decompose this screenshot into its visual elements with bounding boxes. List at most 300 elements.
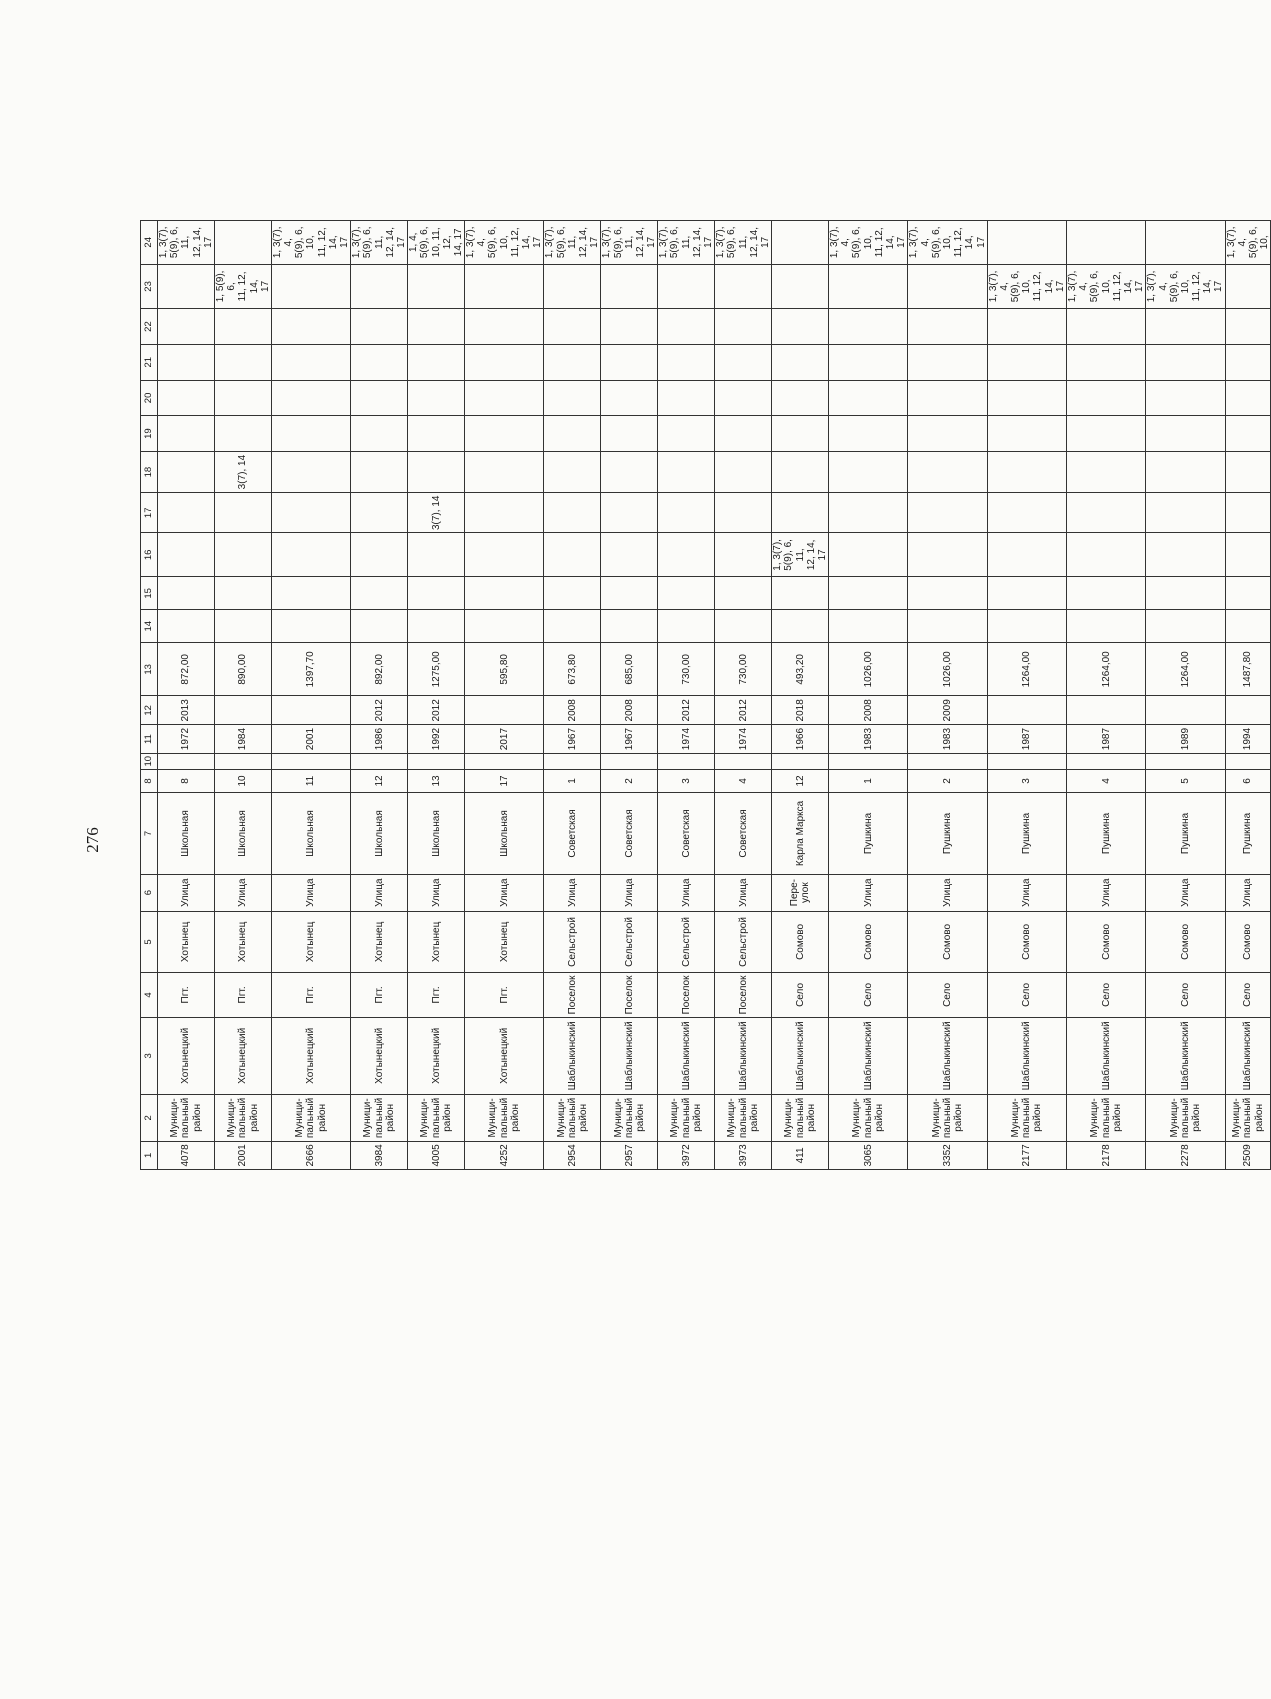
header-cell: 12 (141, 696, 158, 725)
table-cell (829, 610, 908, 643)
header-cell: 2 (141, 1095, 158, 1142)
table-cell: Пушкина (829, 793, 908, 874)
table-cell (271, 380, 350, 416)
table-cell: 1275,00 (408, 643, 465, 696)
table-cell (715, 753, 772, 769)
table-cell: Поселок (544, 973, 601, 1017)
table-cell: Муници- пальный район (158, 1095, 215, 1142)
table-cell: 1, 3(7), 5(9), 6, 11, 12, 14, 17 (772, 533, 829, 577)
table-cell (544, 264, 601, 309)
table-cell: 11 (271, 769, 350, 793)
table-cell: 1, 3(7), 4, 5(9), 6, 10, 11, 12, 14, 17 (465, 221, 544, 265)
table-cell: Хотынец (408, 911, 465, 973)
table-cell (1225, 451, 1271, 492)
table-cell (408, 451, 465, 492)
table-cell: Улица (465, 874, 544, 911)
table-cell: 730,00 (658, 643, 715, 696)
table-cell (908, 264, 987, 309)
table-cell (544, 416, 601, 452)
table-cell (214, 380, 271, 416)
header-cell: 24 (141, 221, 158, 265)
table-cell: Хотынец (214, 911, 271, 973)
table-cell: 890,00 (214, 643, 271, 696)
table-cell: 5 (1146, 769, 1225, 793)
table-cell (908, 610, 987, 643)
table-cell: 1487,80 (1225, 643, 1271, 696)
header-cell: 14 (141, 610, 158, 643)
table-cell (1146, 533, 1225, 577)
table-cell: 1992 (408, 725, 465, 754)
table-cell (408, 533, 465, 577)
table-cell: 1, 3(7), 5(9), 6, 11, 12, 14, 17 (601, 221, 658, 265)
table-cell (658, 577, 715, 610)
table-cell: Улица (1067, 874, 1146, 911)
table-cell: 1397,70 (271, 643, 350, 696)
table-cell: Шаблыкинский (1225, 1017, 1271, 1094)
table-cell (351, 380, 408, 416)
table-cell (544, 309, 601, 345)
header-cell: 10 (141, 753, 158, 769)
table-cell (987, 577, 1066, 610)
table-cell (214, 493, 271, 533)
table-cell: Улица (544, 874, 601, 911)
table-cell: 3 (987, 769, 1066, 793)
table-row (658, 221, 715, 1170)
table-cell: 1966 (772, 725, 829, 754)
table-cell: 3973 (715, 1141, 772, 1169)
table-cell (1146, 577, 1225, 610)
header-cell: 3 (141, 1017, 158, 1094)
header-cell: 5 (141, 911, 158, 973)
table-cell: Шаблыкинский (908, 1017, 987, 1094)
table-cell (1067, 221, 1146, 265)
table-cell: 1983 (908, 725, 987, 754)
header-cell: 7 (141, 793, 158, 874)
table-cell (658, 753, 715, 769)
table-cell (465, 696, 544, 725)
table-cell (987, 533, 1066, 577)
table-cell (544, 577, 601, 610)
table-cell (601, 264, 658, 309)
table-cell (1146, 221, 1225, 265)
table-cell: Улица (829, 874, 908, 911)
table-cell: Хотынецкий (408, 1017, 465, 1094)
table-cell (465, 493, 544, 533)
table-cell: Муници- пальный район (772, 1095, 829, 1142)
table-cell: 3(7), 14 (408, 493, 465, 533)
header-cell: 20 (141, 380, 158, 416)
header-cell: 15 (141, 577, 158, 610)
table-cell (351, 610, 408, 643)
table-row (271, 221, 350, 1170)
table-cell (1225, 610, 1271, 643)
table-cell (544, 344, 601, 380)
table-cell (271, 533, 350, 577)
table-cell (544, 380, 601, 416)
header-cell: 21 (141, 344, 158, 380)
table-cell: 2012 (715, 696, 772, 725)
table-cell (987, 221, 1066, 265)
table-cell (908, 493, 987, 533)
table-cell: Хотынецкий (271, 1017, 350, 1094)
header-cell: 18 (141, 451, 158, 492)
table-cell (987, 416, 1066, 452)
table-cell (408, 416, 465, 452)
table-cell (1225, 493, 1271, 533)
table-cell: 1264,00 (1067, 643, 1146, 696)
table-cell (1225, 309, 1271, 345)
table-cell (544, 533, 601, 577)
table-cell (214, 309, 271, 345)
table-cell (351, 309, 408, 345)
table-cell (351, 493, 408, 533)
table-cell: Улица (408, 874, 465, 911)
table-cell: Улица (987, 874, 1066, 911)
table-cell (465, 533, 544, 577)
table-cell (658, 380, 715, 416)
table-cell: 3(7), 14 (214, 451, 271, 492)
table-cell (987, 309, 1066, 345)
table-cell: 1, 3(7), 4, 5(9), 6, 10, 11, 12, 14, 17 (1067, 264, 1146, 309)
table-cell: 2 (601, 769, 658, 793)
table-row (465, 221, 544, 1170)
table-cell (715, 380, 772, 416)
table-cell (829, 309, 908, 345)
table-cell: 2954 (544, 1141, 601, 1169)
header-row (141, 221, 158, 1170)
table-row (829, 221, 908, 1170)
table-cell (829, 493, 908, 533)
table-cell: 1, 5(9), 6, 11, 12, 14, 17 (214, 264, 271, 309)
table-cell (829, 344, 908, 380)
table-cell (715, 309, 772, 345)
table-cell (214, 610, 271, 643)
table-cell: Шаблыкинский (715, 1017, 772, 1094)
table-cell: Пере- улок (772, 874, 829, 911)
table-cell (465, 309, 544, 345)
table-cell (658, 493, 715, 533)
table-cell: Пушкина (987, 793, 1066, 874)
table-cell: Поселок (601, 973, 658, 1017)
table-row (158, 221, 215, 1170)
table-cell (271, 696, 350, 725)
table-cell (658, 344, 715, 380)
header-cell: 8 (141, 769, 158, 793)
table-cell (1225, 264, 1271, 309)
table-row (1067, 221, 1146, 1170)
table-cell: Муници- пальный район (1067, 1095, 1146, 1142)
table-cell: 673,80 (544, 643, 601, 696)
table-cell: Сомово (1146, 911, 1225, 973)
table-cell (158, 533, 215, 577)
table-cell (658, 451, 715, 492)
table-cell: 1, 3(7), 5(9), 6, 11, 12, 14, 17 (544, 221, 601, 265)
table-cell: 1, 3(7), 4, 5(9), 6, 10, (1225, 221, 1271, 265)
table-cell: Шаблыкинский (658, 1017, 715, 1094)
table-cell (408, 610, 465, 643)
table-cell: Сельстрой (715, 911, 772, 973)
header-cell: 23 (141, 264, 158, 309)
table-cell (658, 533, 715, 577)
table-cell (1067, 344, 1146, 380)
table-cell: 2012 (351, 696, 408, 725)
table-cell (601, 451, 658, 492)
table-cell: Сельстрой (544, 911, 601, 973)
table-cell (715, 344, 772, 380)
table-cell: 1974 (715, 725, 772, 754)
table-row (601, 221, 658, 1170)
table-cell: 1264,00 (987, 643, 1066, 696)
table-cell (544, 610, 601, 643)
table-cell (715, 610, 772, 643)
table-cell (829, 380, 908, 416)
table-cell: 2278 (1146, 1141, 1225, 1169)
table-cell (772, 380, 829, 416)
table-cell (544, 753, 601, 769)
page-number-text: 276 (83, 827, 102, 853)
table-cell (772, 309, 829, 345)
table-cell (271, 577, 350, 610)
table-cell (715, 416, 772, 452)
table-cell (408, 309, 465, 345)
table-cell: 4005 (408, 1141, 465, 1169)
table-row (1225, 221, 1271, 1170)
table-cell: Шаблыкинский (987, 1017, 1066, 1094)
table-cell: Улица (158, 874, 215, 911)
table-cell: 2957 (601, 1141, 658, 1169)
table-cell (1067, 380, 1146, 416)
table-row (408, 221, 465, 1170)
table-cell: Пгт. (214, 973, 271, 1017)
table-cell: Советская (601, 793, 658, 874)
table-cell: Сельстрой (658, 911, 715, 973)
table-cell (158, 493, 215, 533)
table-cell (987, 753, 1066, 769)
table-cell: 730,00 (715, 643, 772, 696)
table-row (908, 221, 987, 1170)
table-cell (601, 533, 658, 577)
table-cell (829, 451, 908, 492)
table-cell: 1, 3(7), 5(9), 6, 11, 12, 14, 17 (158, 221, 215, 265)
table-cell: Муници- пальный район (1146, 1095, 1225, 1142)
table-cell (1146, 416, 1225, 452)
table-cell: 1967 (544, 725, 601, 754)
table-cell (1146, 344, 1225, 380)
table-cell: Пгт. (408, 973, 465, 1017)
table-cell (601, 416, 658, 452)
table-cell (1225, 533, 1271, 577)
header-cell: 1 (141, 1141, 158, 1169)
table-cell (408, 344, 465, 380)
table-cell: 892,00 (351, 643, 408, 696)
table-cell: Муници- пальный район (408, 1095, 465, 1142)
table-cell: Муници- пальный район (601, 1095, 658, 1142)
table-cell (214, 344, 271, 380)
table-cell (158, 344, 215, 380)
table-cell (158, 416, 215, 452)
table-cell: 1, 3(7), 4, 5(9), 6, 10, 11, 12, 14, 17 (908, 221, 987, 265)
table-cell (908, 577, 987, 610)
table-row (214, 221, 271, 1170)
table-cell: 1983 (829, 725, 908, 754)
table-cell: 2008 (544, 696, 601, 725)
table-cell (1146, 309, 1225, 345)
table-cell (601, 493, 658, 533)
table-cell (772, 493, 829, 533)
table-cell: 1967 (601, 725, 658, 754)
table-cell (601, 753, 658, 769)
table-cell (1146, 753, 1225, 769)
table-cell: Пгт. (271, 973, 350, 1017)
table-cell (772, 753, 829, 769)
table-row (715, 221, 772, 1170)
table-cell (829, 416, 908, 452)
table-cell (408, 577, 465, 610)
table-cell: Муници- пальный район (987, 1095, 1066, 1142)
table-cell (601, 610, 658, 643)
table-cell: Улица (715, 874, 772, 911)
table-cell (465, 753, 544, 769)
table-cell: Улица (658, 874, 715, 911)
table-cell: Карла Маркса (772, 793, 829, 874)
table-cell: Муници- пальный район (214, 1095, 271, 1142)
table-cell: Пушкина (1225, 793, 1271, 874)
table-cell (1225, 416, 1271, 452)
table-cell: 2178 (1067, 1141, 1146, 1169)
table-cell: 3984 (351, 1141, 408, 1169)
table-cell: 2001 (271, 725, 350, 754)
table-cell: Хотынец (465, 911, 544, 973)
table-cell: Шаблыкинский (772, 1017, 829, 1094)
table-cell: 1026,00 (829, 643, 908, 696)
header-cell: 22 (141, 309, 158, 345)
table-cell: Школьная (351, 793, 408, 874)
table-cell (772, 451, 829, 492)
table-cell (214, 533, 271, 577)
table-cell (271, 493, 350, 533)
table-cell: 2009 (908, 696, 987, 725)
table-cell: Муници- пальный район (1225, 1095, 1271, 1142)
table-cell (715, 451, 772, 492)
table-cell (715, 493, 772, 533)
table-cell (1067, 451, 1146, 492)
table-cell: Улица (1225, 874, 1271, 911)
table-cell: Шаблыкинский (544, 1017, 601, 1094)
table-cell: 2177 (987, 1141, 1066, 1169)
table-cell: 2018 (772, 696, 829, 725)
table-cell (987, 451, 1066, 492)
table-cell: Пгт. (351, 973, 408, 1017)
table-cell: 12 (772, 769, 829, 793)
table-cell: Советская (544, 793, 601, 874)
table-cell: Сомово (772, 911, 829, 973)
table-cell (908, 753, 987, 769)
table-cell (1146, 493, 1225, 533)
table-cell (908, 451, 987, 492)
table-cell: 1, 3(7), 4, 5(9), 6, 10, 11, 12, 14, 17 (1146, 264, 1225, 309)
table-cell: 1, 3(7), 4, 5(9), 6, 10, 11, 12, 14, 17 (829, 221, 908, 265)
table-cell (715, 533, 772, 577)
table-cell (214, 696, 271, 725)
table-cell (715, 264, 772, 309)
table-cell (351, 533, 408, 577)
table-cell: 17 (465, 769, 544, 793)
table-cell: 13 (408, 769, 465, 793)
table-cell (772, 577, 829, 610)
table-cell (908, 344, 987, 380)
table-cell: 1989 (1146, 725, 1225, 754)
table-cell: Сомово (908, 911, 987, 973)
table-cell (351, 753, 408, 769)
table-cell: Село (1067, 973, 1146, 1017)
table-row (544, 221, 601, 1170)
table-cell: 1264,00 (1146, 643, 1225, 696)
table-cell: 685,00 (601, 643, 658, 696)
table-cell: 872,00 (158, 643, 215, 696)
table-cell (158, 753, 215, 769)
table-cell (908, 309, 987, 345)
table-cell (658, 416, 715, 452)
table-cell: Улица (214, 874, 271, 911)
table-cell (158, 577, 215, 610)
table-cell (158, 451, 215, 492)
table-cell (271, 344, 350, 380)
table-cell: 10 (214, 769, 271, 793)
table-row (351, 221, 408, 1170)
table-cell (987, 696, 1066, 725)
table-cell: Улица (271, 874, 350, 911)
table-cell (158, 380, 215, 416)
table-cell: 2666 (271, 1141, 350, 1169)
table-cell: 1972 (158, 725, 215, 754)
table-cell (1067, 577, 1146, 610)
table-cell (1225, 753, 1271, 769)
table-cell (987, 380, 1066, 416)
table-cell (465, 610, 544, 643)
table-cell: 1, 3(7), 4, 5(9), 6, 10, 11, 12, 14, 17 (987, 264, 1066, 309)
table-cell: Шаблыкинский (601, 1017, 658, 1094)
table-cell: Школьная (214, 793, 271, 874)
table-cell: Муници- пальный район (271, 1095, 350, 1142)
table-container (140, 52, 1271, 1170)
table-cell (601, 309, 658, 345)
table-cell: 2017 (465, 725, 544, 754)
table-cell (465, 264, 544, 309)
table-cell (271, 309, 350, 345)
table-cell: 4078 (158, 1141, 215, 1169)
table-cell (829, 533, 908, 577)
table-cell: Хотынецкий (465, 1017, 544, 1094)
table-cell (829, 753, 908, 769)
table-cell (158, 309, 215, 345)
table-cell (601, 380, 658, 416)
table-cell (1225, 344, 1271, 380)
table-cell: Пгт. (465, 973, 544, 1017)
table-cell: Сомово (1225, 911, 1271, 973)
page-number (73, 820, 113, 860)
table-cell: Муници- пальный район (829, 1095, 908, 1142)
table-cell (408, 753, 465, 769)
table-cell: Советская (715, 793, 772, 874)
table-row (987, 221, 1066, 1170)
table-cell (465, 451, 544, 492)
table-cell: Хотынецкий (214, 1017, 271, 1094)
table-cell (772, 264, 829, 309)
table-cell: 4 (1067, 769, 1146, 793)
table-cell: Село (772, 973, 829, 1017)
table-cell (271, 416, 350, 452)
table-cell: 6 (1225, 769, 1271, 793)
